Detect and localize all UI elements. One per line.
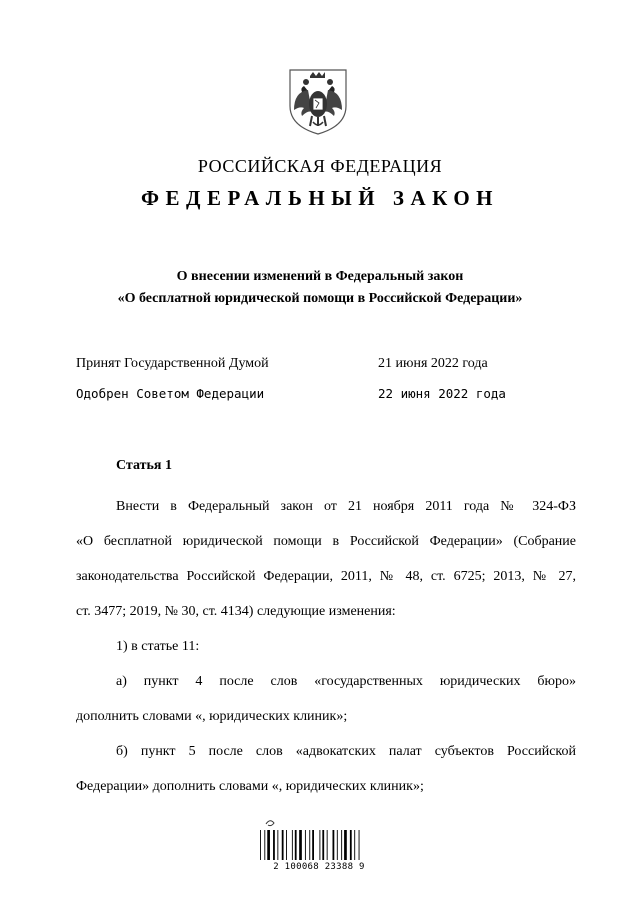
article-line: ст. 3477; 2019, № 30, ст. 4134) следующие изменения: bbox=[76, 604, 396, 619]
article-line: законодательства Российской Федерации, 2011, № 48, ст. 6725; 2013, № 27, bbox=[76, 569, 576, 584]
article-line: дополнить словами «, юридических клиник»; bbox=[76, 709, 348, 724]
country-name: РОССИЙСКАЯ ФЕДЕРАЦИЯ bbox=[197, 156, 443, 176]
article-body bbox=[76, 496, 576, 811]
article-line: «О бесплатной юридической помощи в Российской Федерации» (Собрание bbox=[76, 534, 576, 549]
law-title bbox=[0, 266, 640, 310]
coat-of-arms-emblem bbox=[286, 66, 350, 136]
law-title-line-1: О внесении изменений в Федеральный закон bbox=[176, 269, 464, 284]
barcode-number: 2 100068 23388 9 bbox=[273, 862, 365, 872]
document-type: ФЕДЕРАЛЬНЫЙ ЗАКОН bbox=[141, 186, 499, 210]
article-line: а) пункт 4 после слов «государственных юридических бюро» bbox=[116, 674, 576, 689]
duma-adoption-date: 21 июня 2022 года bbox=[378, 356, 488, 371]
article-heading: Статья 1 bbox=[116, 458, 172, 473]
article-line: 1) в статье 11: bbox=[116, 639, 200, 654]
law-title-line-2: «О бесплатной юридической помощи в Российской Федерации» bbox=[117, 291, 523, 306]
article-line: б) пункт 5 после слов «адвокатских палат субъектов Российской bbox=[116, 744, 576, 759]
article-line: Внести в Федеральный закон от 21 ноября 2011 года № 324-ФЗ bbox=[116, 499, 576, 514]
council-approval-label: Одобрен Советом Федерации bbox=[76, 386, 265, 401]
council-approval-date: 22 июня 2022 года bbox=[378, 386, 506, 401]
article-line: Федерации» дополнить словами «, юридических клиник»; bbox=[76, 779, 424, 794]
duma-adoption-label: Принят Государственной Думой bbox=[76, 356, 269, 371]
